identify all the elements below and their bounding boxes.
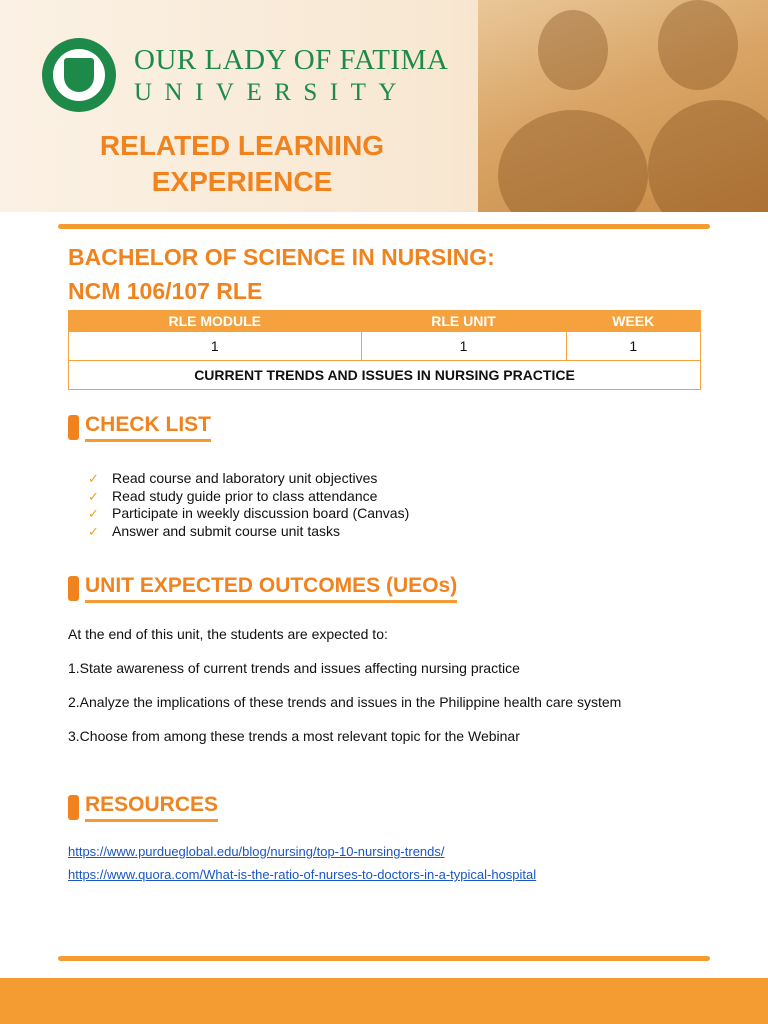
- unit-value: 1: [361, 332, 566, 361]
- list-item: ✓ Read course and laboratory unit objectives: [88, 470, 378, 486]
- outcome-item: 2.Analyze the implications of these trends and issues in the Philippine health care system: [68, 694, 622, 710]
- checkmark-icon: ✓: [88, 488, 99, 504]
- program-title: BACHELOR OF SCIENCE IN NURSING: NCM 106/107 RLE: [68, 244, 495, 304]
- list-item: ✓ Answer and submit course unit tasks: [88, 522, 340, 539]
- university-name-line2: UNIVERSITY: [134, 79, 409, 106]
- week-value: 1: [566, 332, 701, 361]
- topic-title: CURRENT TRENDS AND ISSUES IN NURSING PRACTICE: [69, 361, 701, 390]
- list-item: ✓ Read study guide prior to class attendance: [88, 487, 378, 504]
- checkmark-icon: ✓: [88, 506, 99, 521]
- university-seal-logo: [42, 38, 116, 112]
- rle-title: RELATED LEARNING EXPERIENCE: [99, 130, 385, 197]
- column-header-week: WEEK: [566, 311, 701, 332]
- heading-marker-icon: [68, 576, 79, 601]
- column-header-unit: RLE UNIT: [361, 311, 566, 332]
- heading-marker-icon: [68, 415, 79, 440]
- heading-marker-icon: [68, 795, 79, 820]
- header-banner: [0, 0, 768, 212]
- module-info-table: [68, 310, 701, 390]
- module-value: 1: [69, 332, 362, 361]
- outcome-item: 3.Choose from among these trends a most relevant topic for the Webinar: [68, 728, 520, 744]
- surgeons-photo: [478, 0, 768, 212]
- checkmark-icon: ✓: [88, 471, 99, 486]
- resources-heading: RESOURCES: [68, 792, 218, 822]
- footer-bar: [0, 978, 768, 1024]
- resource-link-purdue[interactable]: https://www.purdueglobal.edu/blog/nursing/top-10-nursing-trends/: [68, 844, 445, 859]
- top-divider: [58, 224, 710, 229]
- outcomes-intro: At the end of this unit, the students are expected to:: [68, 626, 388, 642]
- resource-link-quora[interactable]: https://www.quora.com/What-is-the-ratio-of-nurses-to-doctors-in-a-typical-hospital: [68, 867, 537, 882]
- checklist: [88, 470, 409, 540]
- shield-icon: [64, 58, 94, 92]
- university-name-line1: OUR LADY OF FATIMA: [134, 44, 449, 76]
- outcomes-heading: UNIT EXPECTED OUTCOMES (UEOs): [68, 573, 457, 603]
- list-item: ✓ Participate in weekly discussion board (Canvas): [88, 505, 410, 521]
- outcome-item: 1.State awareness of current trends and issues affecting nursing practice: [68, 660, 520, 676]
- bottom-divider: [58, 956, 710, 961]
- checklist-heading: CHECK LIST: [68, 412, 211, 442]
- column-header-module: RLE MODULE: [69, 311, 362, 332]
- checkmark-icon: ✓: [88, 523, 99, 539]
